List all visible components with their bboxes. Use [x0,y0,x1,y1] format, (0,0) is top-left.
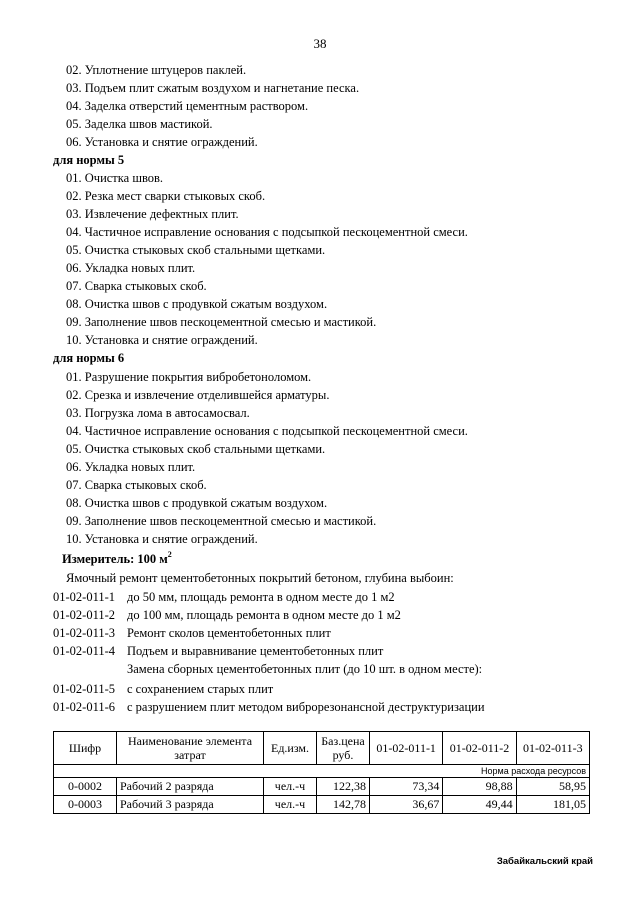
cell-norm-2: 49,44 [443,796,516,814]
cell-code: 0-0003 [54,796,117,814]
list-item: 10. Установка и снятие ограждений. [66,333,258,347]
list-item: 08. Очистка швов с продувкой сжатым воздухом. [66,496,328,510]
list-item: 05. Заделка швов мастикой. [66,117,213,131]
list-item: 04. Частичное исправление основания с подсыпкой пескоцементной смеси. [66,424,468,438]
list-item: 01. Разрушение покрытия вибробетоноломом. [66,370,312,384]
list-item: 03. Подъем плит сжатым воздухом и нагнетание песка. [66,81,360,95]
header-norm-2: 01-02-011-2 [443,732,516,765]
list-item: 03. Извлечение дефектных плит. [66,207,239,221]
table-row [54,778,590,796]
cell-name: Рабочий 3 разряда [117,796,264,814]
norm-description: Ремонт сколов цементобетонных плит [127,626,331,640]
header-unit: Ед.изм. [264,732,317,765]
cell-unit: чел.-ч [264,778,317,796]
group-title: Ямочный ремонт цементобетонных покрытий бетоном, глубина выбоин: [66,571,454,585]
table-subheader-row [54,765,590,778]
table-row [54,796,590,814]
norm-code: 01-02-011-1 [53,590,116,604]
list-item: 01. Очистка швов. [66,171,164,185]
list-item: 06. Установка и снятие ограждений. [66,135,258,149]
norm-description: с разрушением плит методом виброрезонансной деструктуризации [127,700,485,714]
list-item: 02. Уплотнение штуцеров паклей. [66,63,247,77]
list-item: 08. Очистка швов с продувкой сжатым воздухом. [66,297,328,311]
list-item: 04. Частичное исправление основания с подсыпкой пескоцементной смеси. [66,225,468,239]
measure-unit [62,551,172,567]
cell-price: 142,78 [317,796,370,814]
norm-code: 01-02-011-3 [53,626,116,640]
resource-norm-subheader: Норма расхода ресурсов [54,765,590,778]
cell-norm-1: 36,67 [370,796,443,814]
list-item: 04. Заделка отверстий цементным раствором. [66,99,309,113]
norm-description: Подъем и выравнивание цементобетонных плит [127,644,384,658]
list-item: 09. Заполнение швов пескоцементной смесью и мастикой. [66,315,377,329]
norm-code: 01-02-011-5 [53,682,116,696]
list-item: 05. Очистка стыковых скоб стальными щетками. [66,243,326,257]
group-title: Замена сборных цементобетонных плит (до 10 шт. в одном месте): [127,662,483,676]
header-price: Баз.цена руб. [317,732,370,765]
cell-unit: чел.-ч [264,796,317,814]
list-item: 06. Укладка новых плит. [66,261,196,275]
norm-code: 01-02-011-2 [53,608,116,622]
norm-description: до 50 мм, площадь ремонта в одном месте до 1 м2 [127,590,395,604]
norm-code: 01-02-011-6 [53,700,116,714]
norm6-heading: для нормы 6 [53,351,125,365]
cell-norm-1: 73,34 [370,778,443,796]
page-number: 38 [313,36,327,51]
cell-norm-2: 98,88 [443,778,516,796]
table-header-row [54,732,590,765]
resource-table [53,731,590,814]
cell-norm-3: 58,95 [516,778,589,796]
norm-description: с сохранением старых плит [127,682,274,696]
header-norm-1: 01-02-011-1 [370,732,443,765]
measure-superscript: 2 [167,550,172,559]
list-item: 06. Укладка новых плит. [66,460,196,474]
norm-code: 01-02-011-4 [53,644,116,658]
list-item: 07. Сварка стыковых скоб. [66,478,207,492]
norm5-heading: для нормы 5 [53,153,125,167]
measure-label: Измеритель: 100 м [62,552,168,566]
list-item: 02. Резка мест сварки стыковых скоб. [66,189,266,203]
cell-norm-3: 181,05 [516,796,589,814]
list-item: 09. Заполнение швов пескоцементной смесью и мастикой. [66,514,377,528]
cell-price: 122,38 [317,778,370,796]
list-item: 02. Срезка и извлечение отделившейся арматуры. [66,388,330,402]
header-code: Шифр [54,732,117,765]
norm-description: до 100 мм, площадь ремонта в одном месте до 1 м2 [127,608,401,622]
list-item: 03. Погрузка лома в автосамосвал. [66,406,250,420]
list-item: 10. Установка и снятие ограждений. [66,532,258,546]
footer-region: Забайкальский край [496,856,593,867]
list-item: 07. Сварка стыковых скоб. [66,279,207,293]
header-name: Наименование элемента затрат [117,732,264,765]
cell-name: Рабочий 2 разряда [117,778,264,796]
cell-code: 0-0002 [54,778,117,796]
header-norm-3: 01-02-011-3 [516,732,589,765]
list-item: 05. Очистка стыковых скоб стальными щетками. [66,442,326,456]
